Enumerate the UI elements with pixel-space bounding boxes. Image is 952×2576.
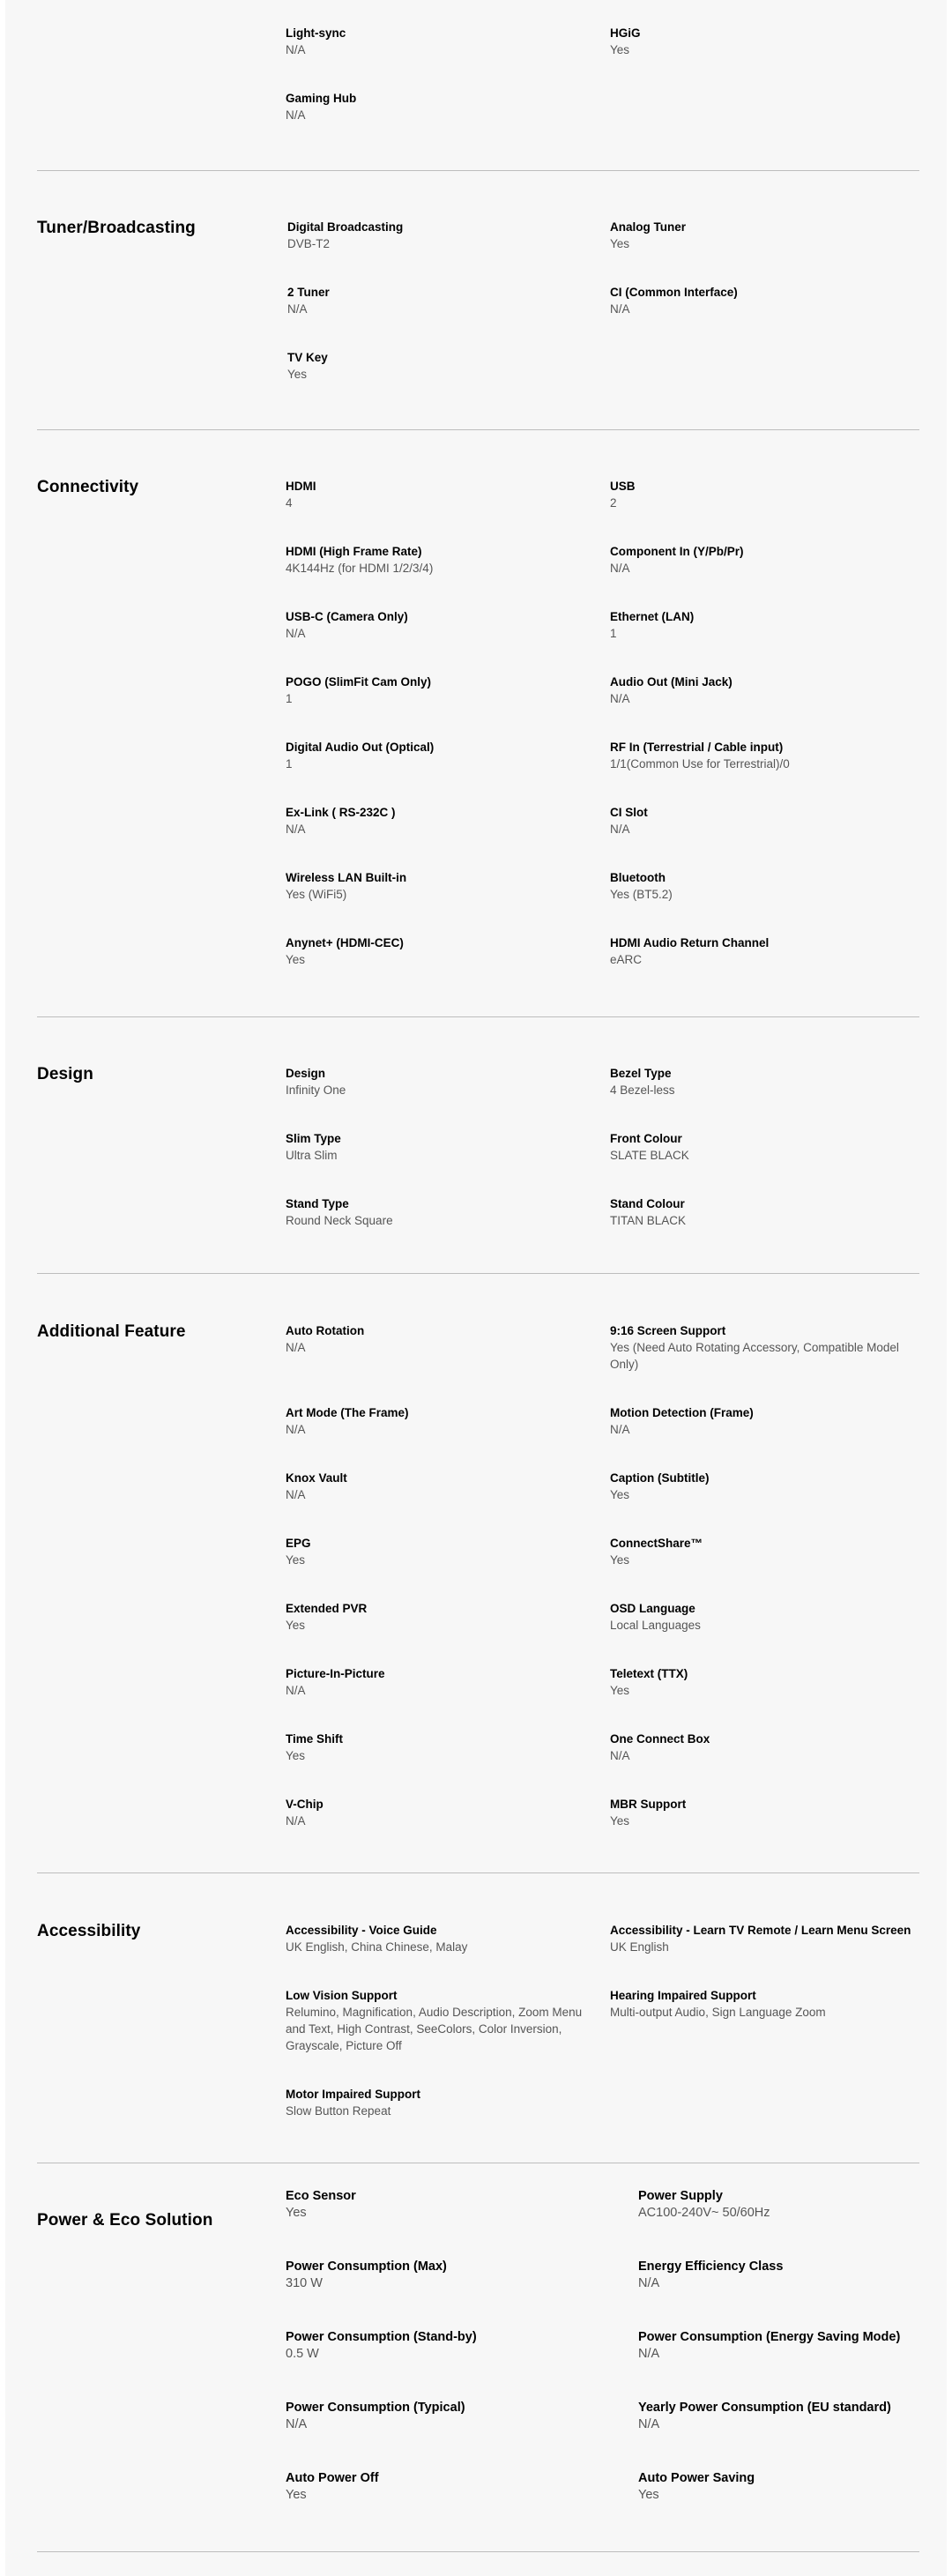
spec-value: 0.5 W	[286, 2347, 319, 2361]
spec-label: Component In (Y/Pb/Pr)	[610, 545, 744, 558]
spec-item	[610, 1987, 914, 2021]
spec-item	[286, 1665, 590, 1699]
spec-label: Knox Vault	[286, 1471, 347, 1485]
spec-value: N/A	[638, 2276, 660, 2290]
spec-item	[286, 1195, 590, 1229]
spec-value: N/A	[286, 627, 306, 640]
spec-value: SLATE BLACK	[610, 1149, 689, 1162]
spec-value: N/A	[286, 2417, 308, 2431]
spec-label: Slim Type	[286, 1132, 341, 1145]
spec-item	[610, 1665, 914, 1699]
spec-value: Infinity One	[286, 1083, 346, 1097]
spec-label: USB	[610, 480, 636, 493]
spec-label: USB-C (Camera Only)	[286, 610, 408, 623]
spec-item	[286, 2086, 590, 2119]
spec-label: Design	[286, 1067, 326, 1080]
section-divider	[37, 170, 919, 171]
spec-value: Relumino, Magnification, Audio Description, Zoom Menu and Text, High Contrast, SeeColors, Color Inversion, Grayscale, Picture Off	[286, 2006, 583, 2052]
spec-label: POGO (SlimFit Cam Only)	[286, 675, 432, 689]
spec-label: Auto Power Saving	[638, 2471, 755, 2485]
spec-item	[286, 934, 590, 968]
spec-value: Multi-output Audio, Sign Language Zoom	[610, 2006, 826, 2019]
spec-value: 1	[610, 627, 617, 640]
section-divider	[37, 1016, 919, 1017]
spec-item	[286, 1470, 590, 1503]
spec-label: Motion Detection (Frame)	[610, 1406, 754, 1419]
spec-value: Yes	[286, 2206, 307, 2220]
spec-label: 9:16 Screen Support	[610, 1324, 726, 1337]
spec-label: EPG	[286, 1537, 311, 1550]
spec-item	[286, 1600, 590, 1634]
spec-item	[610, 1600, 914, 1634]
spec-value: N/A	[286, 1684, 306, 1697]
spec-item	[286, 869, 590, 903]
spec-item	[610, 478, 914, 511]
spec-label: V-Chip	[286, 1798, 324, 1811]
spec-label: One Connect Box	[610, 1732, 710, 1746]
spec-label: Ethernet (LAN)	[610, 610, 695, 623]
spec-item	[287, 349, 591, 383]
spec-item	[286, 1065, 590, 1098]
spec-label: Bluetooth	[610, 871, 666, 884]
spec-value: Ultra Slim	[286, 1149, 338, 1162]
spec-item	[286, 804, 590, 838]
spec-label: Teletext (TTX)	[610, 1667, 688, 1680]
spec-item	[610, 869, 914, 903]
spec-label: Stand Type	[286, 1197, 349, 1210]
spec-value: Yes	[638, 2488, 659, 2502]
spec-item	[638, 2259, 942, 2292]
spec-item	[286, 739, 590, 772]
spec-value: N/A	[286, 108, 306, 122]
spec-value: N/A	[610, 692, 630, 705]
spec-label: Bezel Type	[610, 1067, 672, 1080]
spec-value: N/A	[287, 302, 308, 316]
spec-value: Yes (Need Auto Rotating Accessory, Compatible Model Only)	[610, 1341, 899, 1371]
spec-item	[610, 1535, 914, 1568]
spec-label: Ex-Link ( RS-232C )	[286, 806, 396, 819]
spec-label: HDMI (High Frame Rate)	[286, 545, 422, 558]
spec-label: Hearing Impaired Support	[610, 1989, 756, 2002]
spec-label: Anynet+ (HDMI-CEC)	[286, 936, 404, 949]
spec-item	[610, 674, 914, 707]
spec-label: Analog Tuner	[610, 220, 686, 234]
spec-item	[286, 2188, 590, 2222]
spec-value: N/A	[610, 823, 630, 836]
spec-value: 1/1(Common Use for Terrestrial)/0	[610, 757, 790, 771]
spec-label: Auto Rotation	[286, 1324, 365, 1337]
spec-label: Eco Sensor	[286, 2189, 356, 2203]
spec-item	[610, 1195, 914, 1229]
spec-label: Energy Efficiency Class	[638, 2260, 784, 2274]
spec-label: Wireless LAN Built-in	[286, 871, 407, 884]
spec-label: Digital Broadcasting	[287, 220, 404, 234]
spec-value: N/A	[286, 1341, 306, 1354]
spec-item	[610, 1130, 914, 1164]
spec-label: TV Key	[287, 351, 328, 364]
spec-value: 4	[286, 496, 293, 510]
spec-item	[286, 1404, 590, 1438]
spec-label: Yearly Power Consumption (EU standard)	[638, 2401, 891, 2415]
spec-item	[610, 1065, 914, 1098]
section-title: Connectivity	[37, 478, 139, 496]
spec-item	[610, 1322, 914, 1373]
spec-label: Stand Colour	[610, 1197, 685, 1210]
spec-value: DVB-T2	[287, 237, 331, 250]
spec-label: Power Consumption (Stand-by)	[286, 2330, 477, 2344]
spec-item	[610, 1922, 914, 1955]
spec-value: Yes	[610, 43, 630, 56]
spec-label: Accessibility - Learn TV Remote / Learn Menu Screen	[610, 1924, 911, 1937]
spec-value: Yes (WiFi5)	[286, 888, 347, 901]
section-title: Design	[37, 1065, 93, 1083]
spec-label: OSD Language	[610, 1602, 695, 1615]
spec-label: 2 Tuner	[287, 286, 330, 299]
spec-value: Yes	[610, 237, 630, 250]
spec-label: MBR Support	[610, 1798, 687, 1811]
spec-value: Yes (BT5.2)	[610, 888, 673, 901]
spec-item	[286, 2329, 590, 2363]
spec-value: Yes	[287, 368, 308, 381]
section-title: Additional Feature	[37, 1322, 186, 1341]
spec-value: N/A	[286, 1814, 306, 1828]
spec-value: Yes	[610, 1553, 630, 1567]
spec-item	[638, 2470, 942, 2504]
spec-item	[286, 2400, 590, 2433]
spec-item	[286, 2259, 590, 2292]
spec-value: Local Languages	[610, 1619, 701, 1632]
spec-item	[610, 1731, 914, 1764]
spec-value: Yes	[286, 1553, 306, 1567]
spec-label: Power Consumption (Energy Saving Mode)	[638, 2330, 901, 2344]
spec-value: N/A	[610, 562, 630, 575]
spec-label: Time Shift	[286, 1732, 344, 1746]
spec-item	[286, 90, 590, 123]
spec-item	[286, 543, 590, 577]
spec-item	[610, 1796, 914, 1829]
spec-item	[286, 1130, 590, 1164]
spec-item	[638, 2400, 942, 2433]
spec-label: HDMI Audio Return Channel	[610, 936, 770, 949]
spec-label: ConnectShare™	[610, 1537, 703, 1550]
page-edge-left	[0, 0, 5, 2576]
spec-label: Auto Power Off	[286, 2471, 379, 2485]
spec-item	[286, 1922, 590, 1955]
spec-value: N/A	[286, 823, 306, 836]
spec-item	[286, 674, 590, 707]
spec-label: Picture-In-Picture	[286, 1667, 385, 1680]
spec-value: N/A	[286, 1423, 306, 1436]
spec-value: Yes	[610, 1814, 630, 1828]
spec-item	[610, 1404, 914, 1438]
spec-item	[610, 219, 914, 252]
spec-item	[286, 1322, 590, 1356]
spec-label: Power Supply	[638, 2189, 723, 2203]
spec-item	[287, 284, 591, 317]
spec-label: Caption (Subtitle)	[610, 1471, 710, 1485]
spec-label: Low Vision Support	[286, 1989, 398, 2002]
spec-item	[610, 804, 914, 838]
section-divider	[37, 1872, 919, 1873]
spec-value: UK English, China Chinese, Malay	[286, 1940, 468, 1954]
spec-label: HGiG	[610, 26, 641, 40]
spec-value: N/A	[286, 1488, 306, 1501]
spec-value: N/A	[610, 1749, 630, 1762]
page-edge-right	[947, 0, 952, 2576]
spec-value: N/A	[610, 1423, 630, 1436]
spec-value: 4K144Hz (for HDMI 1/2/3/4)	[286, 562, 434, 575]
spec-label: CI Slot	[610, 806, 648, 819]
spec-item	[610, 934, 914, 968]
spec-item	[286, 1535, 590, 1568]
section-title: Power & Eco Solution	[37, 2211, 213, 2230]
spec-value: N/A	[286, 43, 306, 56]
spec-value: Yes	[610, 1488, 630, 1501]
spec-item	[286, 2470, 590, 2504]
spec-label: CI (Common Interface)	[610, 286, 738, 299]
spec-label: Motor Impaired Support	[286, 2088, 420, 2101]
spec-value: Yes	[286, 953, 306, 966]
spec-item	[610, 608, 914, 642]
spec-item	[638, 2329, 942, 2363]
spec-value: Slow Button Repeat	[286, 2104, 391, 2118]
spec-value: 310 W	[286, 2276, 323, 2290]
spec-value: Round Neck Square	[286, 1214, 393, 1227]
spec-label: Art Mode (The Frame)	[286, 1406, 409, 1419]
spec-label: Power Consumption (Typical)	[286, 2401, 465, 2415]
spec-value: 1	[286, 692, 293, 705]
spec-value: AC100-240V~ 50/60Hz	[638, 2206, 770, 2220]
spec-label: RF In (Terrestrial / Cable input)	[610, 741, 784, 754]
spec-value: Yes	[286, 2488, 307, 2502]
spec-value: 4 Bezel-less	[610, 1083, 675, 1097]
spec-label: Front Colour	[610, 1132, 682, 1145]
spec-item	[638, 2188, 942, 2222]
section-title: Tuner/Broadcasting	[37, 219, 196, 237]
spec-label: Accessibility - Voice Guide	[286, 1924, 437, 1937]
spec-label: Digital Audio Out (Optical)	[286, 741, 435, 754]
spec-value: Yes	[286, 1619, 306, 1632]
spec-label: Gaming Hub	[286, 92, 357, 105]
spec-item	[610, 25, 914, 58]
spec-value: N/A	[610, 302, 630, 316]
spec-value: 2	[610, 496, 617, 510]
spec-value: Yes	[610, 1684, 630, 1697]
spec-item	[286, 1731, 590, 1764]
spec-item	[610, 1470, 914, 1503]
spec-label: Audio Out (Mini Jack)	[610, 675, 733, 689]
spec-value: UK English	[610, 1940, 669, 1954]
spec-item	[286, 478, 590, 511]
spec-label: Light-sync	[286, 26, 346, 40]
section-divider	[37, 429, 919, 430]
spec-value: N/A	[638, 2417, 660, 2431]
spec-label: Power Consumption (Max)	[286, 2260, 447, 2274]
spec-value: 1	[286, 757, 293, 771]
spec-item	[286, 608, 590, 642]
spec-value: N/A	[638, 2347, 660, 2361]
spec-label: HDMI	[286, 480, 316, 493]
spec-value: TITAN BLACK	[610, 1214, 687, 1227]
spec-item	[286, 1796, 590, 1829]
section-divider	[37, 1273, 919, 1274]
spec-value: Yes	[286, 1749, 306, 1762]
spec-item	[287, 219, 591, 252]
spec-item	[610, 284, 914, 317]
spec-item	[610, 543, 914, 577]
spec-item	[286, 1987, 590, 2054]
section-divider	[37, 2551, 919, 2552]
spec-item	[610, 739, 914, 772]
section-title: Accessibility	[37, 1922, 141, 1940]
spec-label: Extended PVR	[286, 1602, 368, 1615]
spec-value: eARC	[610, 953, 643, 966]
spec-item	[286, 25, 590, 58]
